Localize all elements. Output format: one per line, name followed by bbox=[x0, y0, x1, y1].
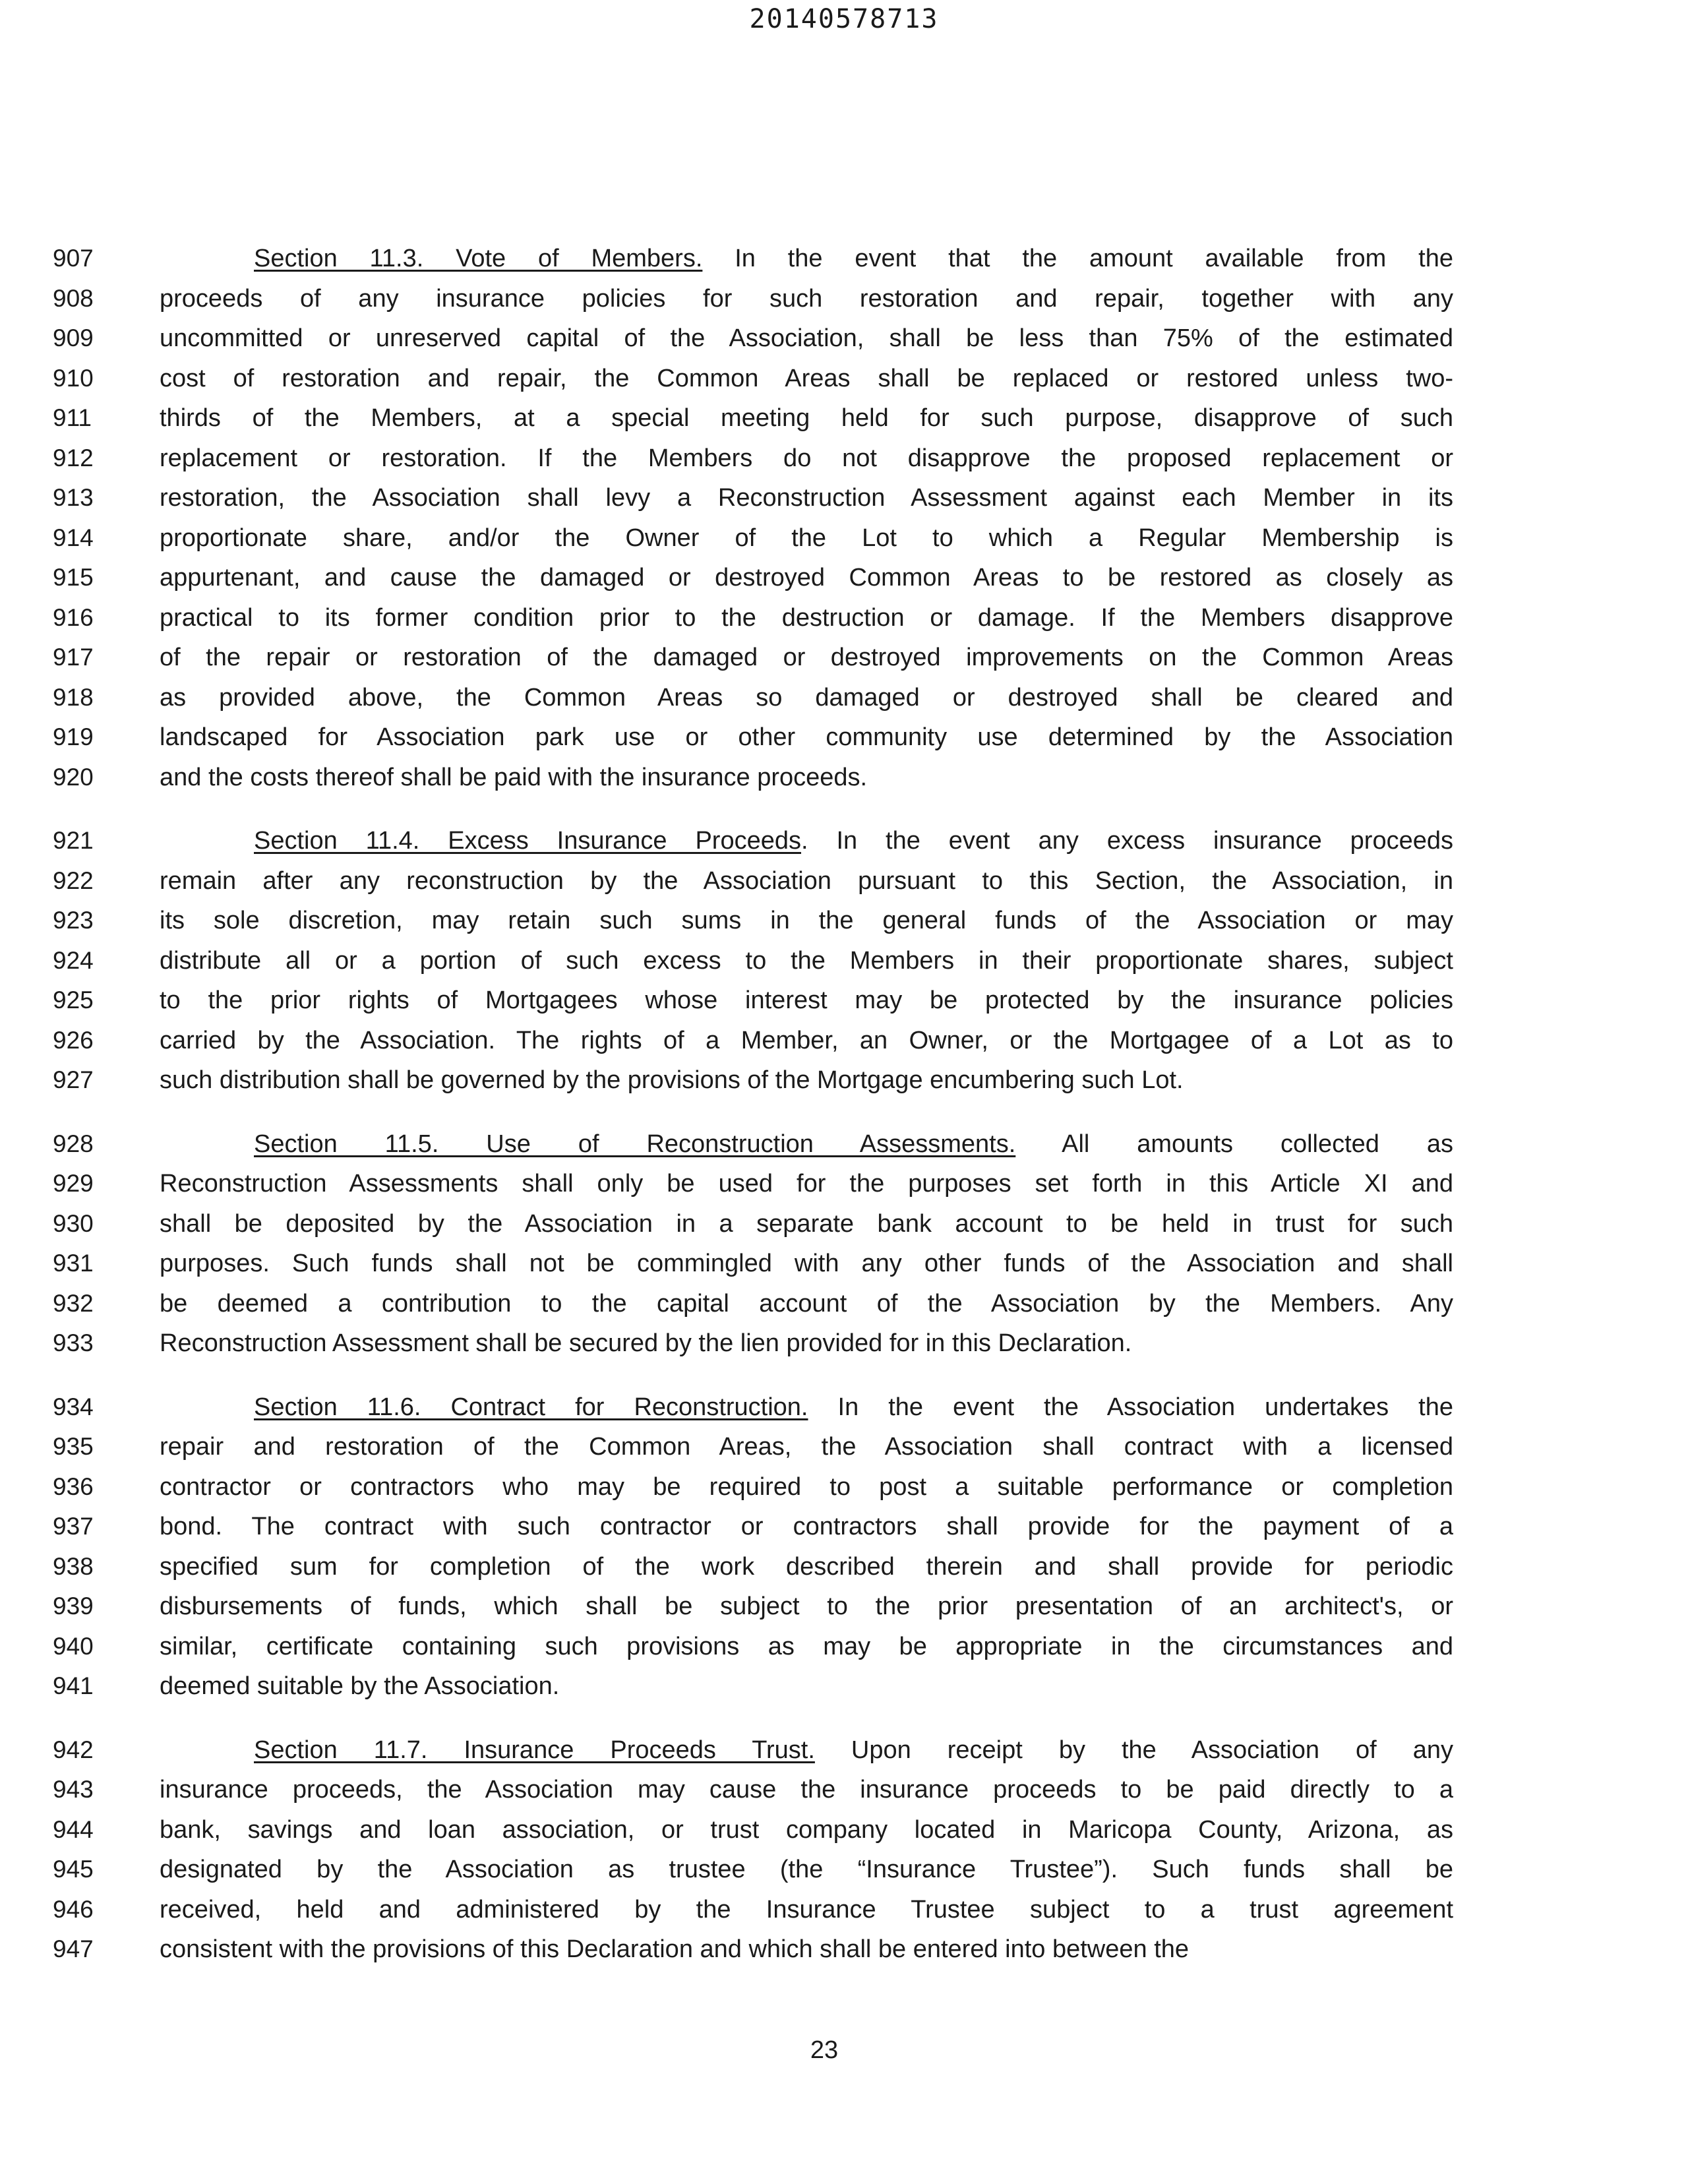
line-number: 947 bbox=[53, 1935, 94, 1962]
text-line bbox=[0, 1244, 1688, 1284]
line-number: 924 bbox=[53, 946, 94, 974]
line-number: 925 bbox=[53, 986, 94, 1014]
line-text: practical to its former condition prior to the destruction or damage. If the Members disapprove bbox=[160, 603, 1453, 632]
line-text: proceeds of any insurance policies for such restoration and repair, together with any bbox=[160, 284, 1453, 313]
line-number: 941 bbox=[53, 1672, 94, 1699]
line-text: its sole discretion, may retain such sums in the general funds of the Association or may bbox=[160, 907, 1453, 934]
text-line bbox=[0, 359, 1688, 399]
line-text: remain after any reconstruction by the Association pursuant to this Section, the Association, in bbox=[160, 866, 1453, 895]
line-text: shall be deposited by the Association in a separate bank account to be held in trust for such bbox=[160, 1209, 1453, 1238]
line-text: specified sum for completion of the work described therein and shall provide for periodic bbox=[160, 1552, 1453, 1581]
text-line bbox=[0, 901, 1688, 941]
line-number: 927 bbox=[53, 1066, 94, 1093]
section-heading: Section 11.7. Insurance Proceeds Trust. bbox=[254, 1736, 815, 1764]
text-line bbox=[0, 1810, 1688, 1850]
line-text: appurtenant, and cause the damaged or destroyed Common Areas to be restored as closely as bbox=[160, 564, 1453, 592]
line-text: consistent with the provisions of this Declaration and which shall be entered into between the bbox=[160, 1935, 1190, 1963]
text-line bbox=[0, 678, 1688, 718]
section-paragraph bbox=[0, 1730, 1688, 1970]
line-number: 939 bbox=[53, 1592, 94, 1620]
line-number: 938 bbox=[53, 1552, 94, 1580]
text-line bbox=[0, 598, 1688, 638]
line-text: carried by the Association. The rights of a Member, an Owner, or the Mortgagee of a Lot as to bbox=[160, 1026, 1453, 1054]
line-text: restoration, the Association shall levy a Reconstruction Assessment against each Member in its bbox=[160, 484, 1453, 512]
text-line bbox=[0, 1387, 1688, 1428]
line-number: 942 bbox=[53, 1736, 94, 1763]
text-line bbox=[0, 941, 1688, 981]
line-number: 929 bbox=[53, 1170, 94, 1197]
line-text: contractor or contractors who may be required to post a suitable performance or completion bbox=[160, 1472, 1453, 1501]
line-text: landscaped for Association park use or other community use determined by the Association bbox=[160, 723, 1453, 751]
line-text bbox=[254, 821, 1453, 861]
line-text-rest: In the event the Association undertakes the bbox=[808, 1393, 1453, 1421]
text-line bbox=[0, 1060, 1688, 1101]
line-number: 933 bbox=[53, 1329, 94, 1356]
text-line bbox=[0, 758, 1688, 798]
text-line bbox=[0, 239, 1688, 279]
line-text: as provided above, the Common Areas so damaged or destroyed shall be cleared and bbox=[160, 683, 1453, 712]
line-text bbox=[254, 1387, 1453, 1428]
line-text: designated by the Association as trustee (the “Insurance Trustee”). Such funds shall be bbox=[160, 1856, 1453, 1883]
line-text: replacement or restoration. If the Members do not disapprove the proposed replacement or bbox=[160, 444, 1453, 472]
line-number: 917 bbox=[53, 644, 94, 671]
text-line bbox=[0, 1507, 1688, 1547]
text-line bbox=[0, 1467, 1688, 1507]
line-text: received, held and administered by the Insurance Trustee subject to a trust agreement bbox=[160, 1895, 1453, 1924]
line-number: 932 bbox=[53, 1289, 94, 1317]
line-number: 926 bbox=[53, 1026, 94, 1054]
line-number: 920 bbox=[53, 763, 94, 791]
line-number: 912 bbox=[53, 444, 94, 471]
line-number: 922 bbox=[53, 866, 94, 894]
text-line bbox=[0, 1021, 1688, 1061]
line-number: 936 bbox=[53, 1472, 94, 1500]
text-line bbox=[0, 518, 1688, 559]
line-number: 909 bbox=[53, 324, 94, 351]
line-number: 931 bbox=[53, 1250, 94, 1277]
line-text-rest: Upon receipt by the Association of any bbox=[814, 1736, 1453, 1764]
line-text-rest: . In the event any excess insurance proceeds bbox=[800, 827, 1454, 855]
section-paragraph bbox=[0, 239, 1688, 797]
document-body bbox=[0, 239, 1688, 1993]
line-text: Reconstruction Assessment shall be secured by the lien provided for in this Declaration. bbox=[160, 1329, 1132, 1357]
line-number: 907 bbox=[53, 245, 94, 272]
line-number: 914 bbox=[53, 524, 94, 551]
line-number: 944 bbox=[53, 1815, 94, 1843]
text-line bbox=[0, 717, 1688, 758]
text-line bbox=[0, 1323, 1688, 1364]
page-number: 23 bbox=[810, 2036, 839, 2064]
line-number: 923 bbox=[53, 907, 94, 934]
line-text: disbursements of funds, which shall be subject to the prior presentation of an architect's, or bbox=[160, 1592, 1453, 1620]
section-heading: Section 11.5. Use of Reconstruction Assessments. bbox=[254, 1130, 1016, 1158]
line-text bbox=[254, 239, 1453, 279]
text-line bbox=[0, 1124, 1688, 1165]
line-text: similar, certificate containing such provisions as may be appropriate in the circumstances and bbox=[160, 1632, 1453, 1660]
line-text: and the costs thereof shall be paid with the insurance proceeds. bbox=[160, 763, 868, 791]
line-number: 918 bbox=[53, 683, 94, 711]
line-number: 911 bbox=[53, 404, 92, 431]
line-text: bond. The contract with such contractor or contractors shall provide for the payment of a bbox=[160, 1513, 1453, 1540]
text-line bbox=[0, 1770, 1688, 1810]
text-line bbox=[0, 478, 1688, 518]
text-line bbox=[0, 1427, 1688, 1467]
section-heading: Section 11.4. Excess Insurance Proceeds bbox=[254, 827, 801, 855]
text-line bbox=[0, 1164, 1688, 1204]
line-text-rest: All amounts collected as bbox=[1015, 1130, 1453, 1158]
line-number: 919 bbox=[53, 723, 94, 750]
text-line bbox=[0, 558, 1688, 598]
line-number: 908 bbox=[53, 284, 94, 312]
line-text-rest: In the event that the amount available from the bbox=[702, 245, 1453, 272]
line-number: 937 bbox=[53, 1513, 94, 1540]
text-line bbox=[0, 279, 1688, 319]
line-text: be deemed a contribution to the capital account of the Association by the Members. Any bbox=[160, 1289, 1453, 1318]
text-line bbox=[0, 1666, 1688, 1707]
document-number: 20140578713 bbox=[749, 4, 939, 34]
section-heading: Section 11.3. Vote of Members. bbox=[254, 245, 703, 272]
line-text: of the repair or restoration of the damaged or destroyed improvements on the Common Areas bbox=[160, 644, 1453, 671]
line-number: 913 bbox=[53, 484, 94, 511]
section-paragraph bbox=[0, 1124, 1688, 1364]
text-line bbox=[0, 1850, 1688, 1890]
line-number: 930 bbox=[53, 1209, 94, 1237]
text-line bbox=[0, 1929, 1688, 1970]
line-number: 940 bbox=[53, 1632, 94, 1660]
text-line bbox=[0, 1730, 1688, 1771]
line-text bbox=[254, 1730, 1453, 1771]
line-text: proportionate share, and/or the Owner of the Lot to which a Regular Membership is bbox=[160, 524, 1453, 552]
line-number: 935 bbox=[53, 1433, 94, 1460]
text-line bbox=[0, 1890, 1688, 1930]
line-number: 928 bbox=[53, 1130, 94, 1157]
text-line bbox=[0, 821, 1688, 861]
line-text: deemed suitable by the Association. bbox=[160, 1672, 560, 1700]
text-line bbox=[0, 318, 1688, 359]
text-line bbox=[0, 1204, 1688, 1244]
section-paragraph bbox=[0, 1387, 1688, 1707]
line-number: 921 bbox=[53, 827, 94, 854]
text-line bbox=[0, 981, 1688, 1021]
line-text: thirds of the Members, at a special meeting held for such purpose, disapprove of such bbox=[160, 404, 1453, 432]
text-line bbox=[0, 439, 1688, 479]
line-text: Reconstruction Assessments shall only be used for the purposes set forth in this Article XI and bbox=[160, 1170, 1453, 1198]
text-line bbox=[0, 1547, 1688, 1587]
text-line bbox=[0, 398, 1688, 439]
line-text bbox=[254, 1124, 1453, 1165]
line-text: bank, savings and loan association, or trust company located in Maricopa County, Arizona, as bbox=[160, 1815, 1453, 1844]
line-text: to the prior rights of Mortgagees whose interest may be protected by the insurance policies bbox=[160, 986, 1453, 1014]
section-paragraph bbox=[0, 821, 1688, 1101]
line-number: 945 bbox=[53, 1856, 94, 1883]
line-text: distribute all or a portion of such excess to the Members in their proportionate shares, subject bbox=[160, 946, 1453, 975]
line-number: 946 bbox=[53, 1895, 94, 1923]
line-text: uncommitted or unreserved capital of the Association, shall be less than 75% of the estimated bbox=[160, 324, 1453, 352]
line-text: purposes. Such funds shall not be commingled with any other funds of the Association and shall bbox=[160, 1250, 1453, 1277]
line-number: 934 bbox=[53, 1393, 94, 1420]
line-number: 910 bbox=[53, 364, 94, 392]
line-number: 916 bbox=[53, 603, 94, 631]
line-text: insurance proceeds, the Association may cause the insurance proceeds to be paid directly to a bbox=[160, 1776, 1453, 1804]
text-line bbox=[0, 1627, 1688, 1667]
text-line bbox=[0, 1284, 1688, 1324]
line-text: repair and restoration of the Common Areas, the Association shall contract with a licensed bbox=[160, 1433, 1453, 1461]
line-text: such distribution shall be governed by the provisions of the Mortgage encumbering such Lot. bbox=[160, 1066, 1184, 1094]
section-heading: Section 11.6. Contract for Reconstruction. bbox=[254, 1393, 808, 1421]
text-line bbox=[0, 638, 1688, 678]
text-line bbox=[0, 1587, 1688, 1627]
text-line bbox=[0, 861, 1688, 901]
line-number: 943 bbox=[53, 1776, 94, 1803]
line-number: 915 bbox=[53, 564, 94, 591]
line-text: cost of restoration and repair, the Common Areas shall be replaced or restored unless two- bbox=[160, 364, 1453, 392]
